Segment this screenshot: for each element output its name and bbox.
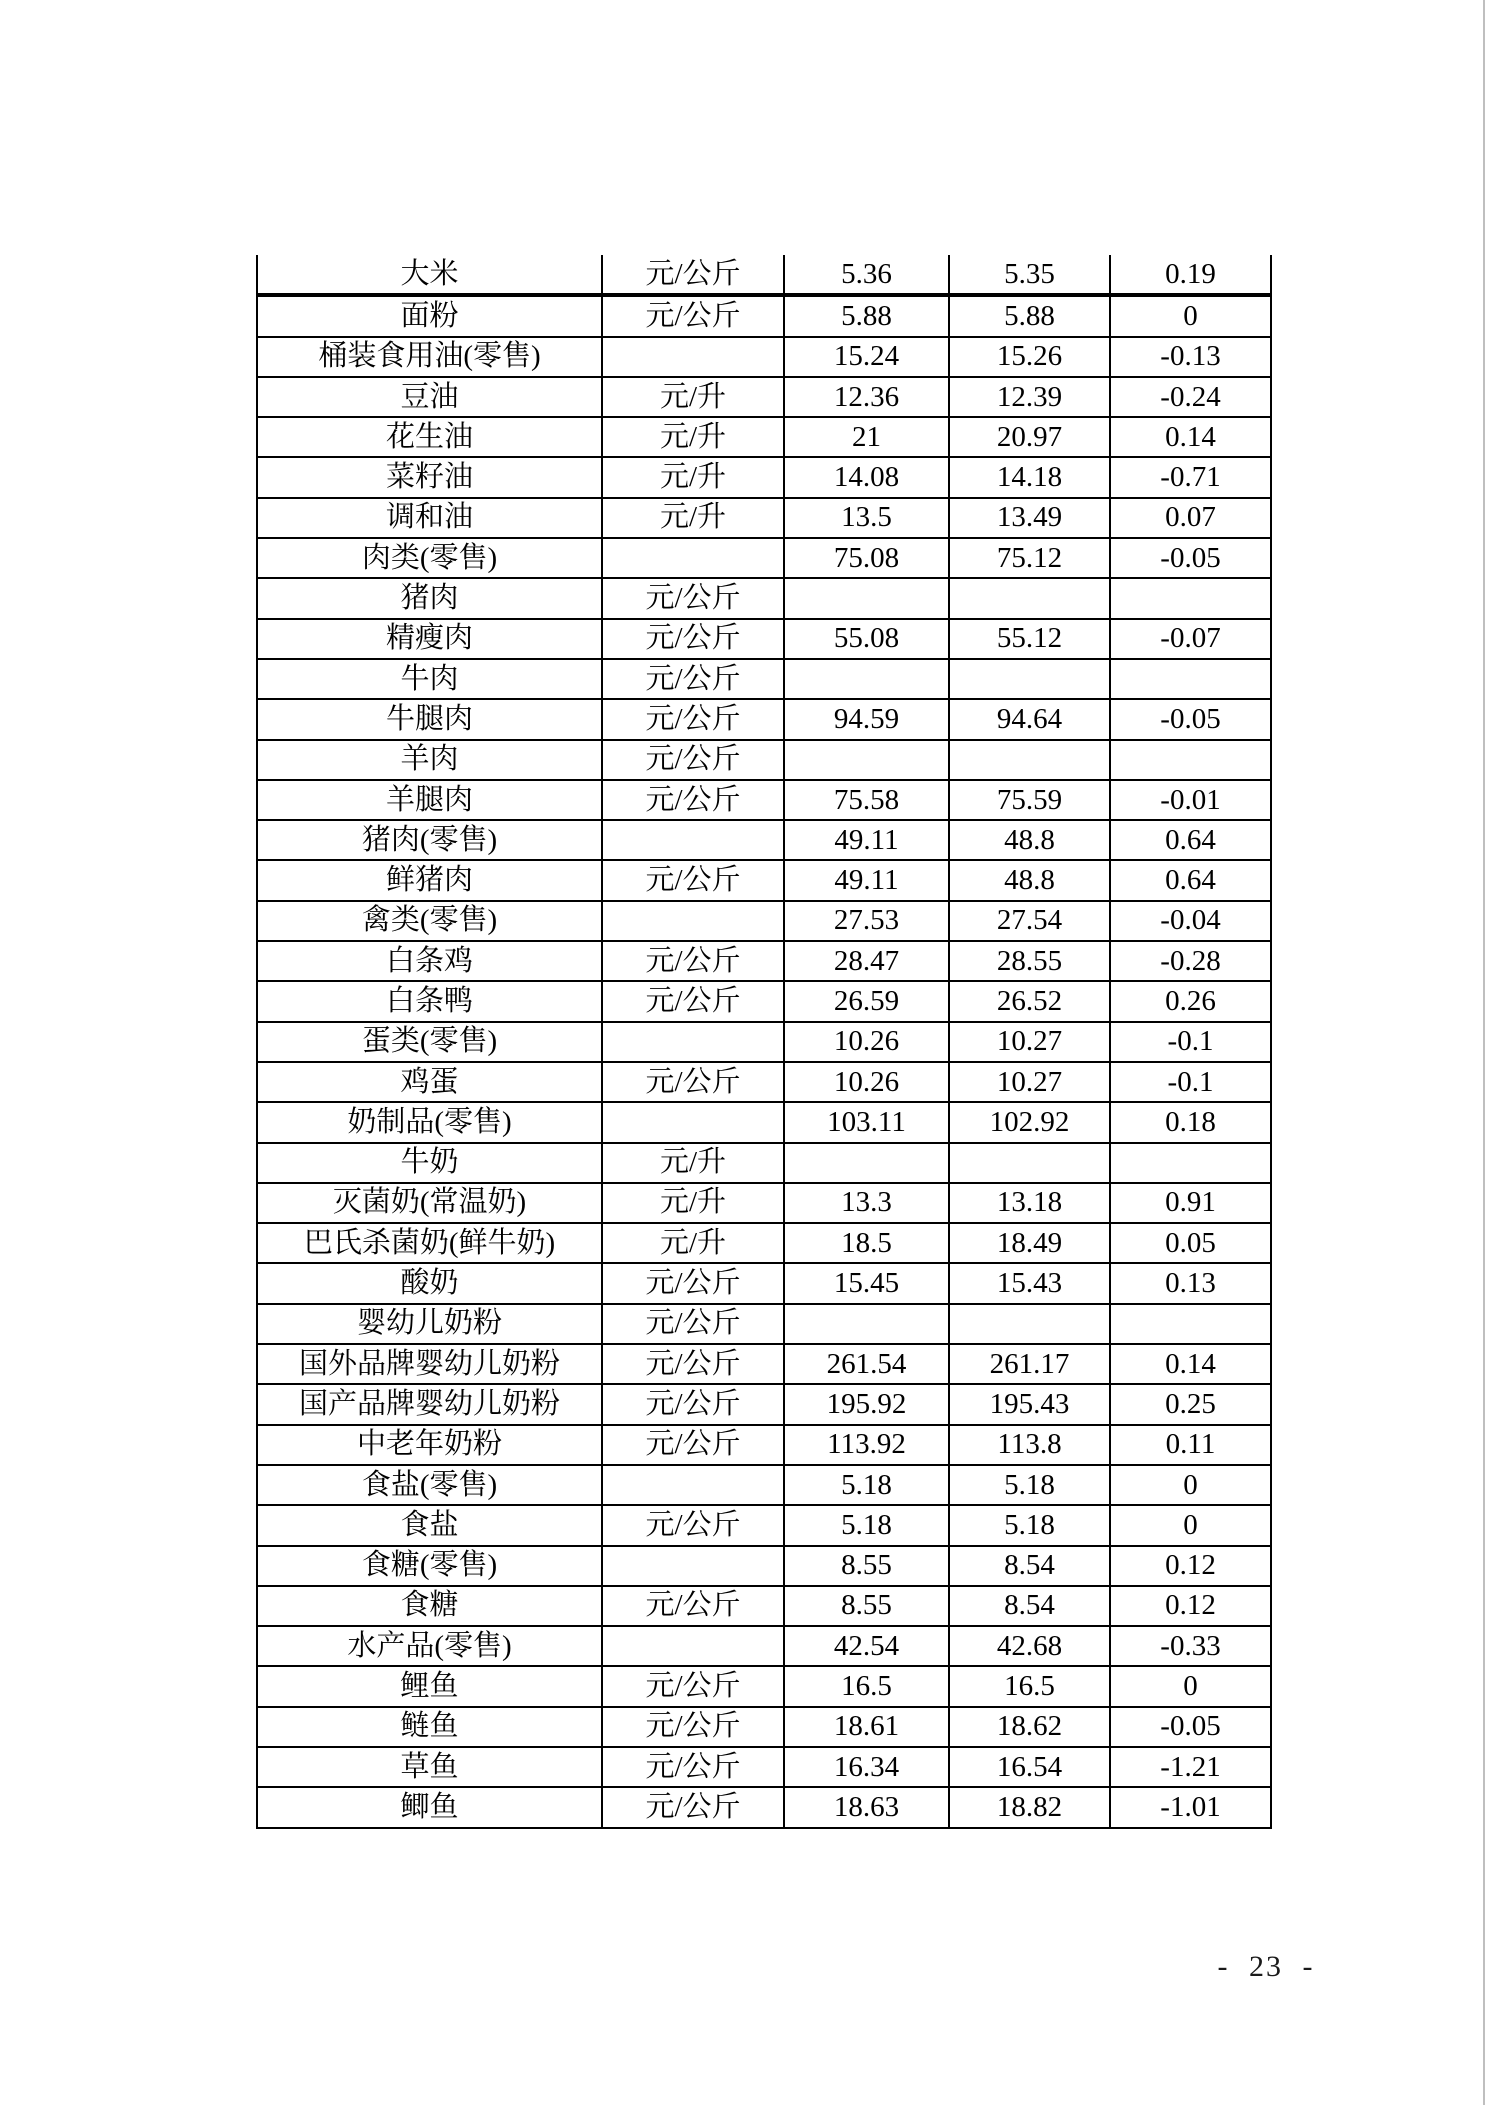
table-row [257,538,1271,578]
change-cell: 0 [1110,1505,1271,1545]
price2-cell: 94.64 [949,699,1110,739]
page-number: - 23 - [1217,1950,1315,1983]
unit-cell: 元/升 [602,1183,784,1223]
change-cell: 0.13 [1110,1263,1271,1303]
unit-cell: 元/公斤 [602,1384,784,1424]
item-name-cell: 猪肉(零售) [257,820,602,860]
change-cell: 0.91 [1110,1183,1271,1223]
change-cell: 0 [1110,1666,1271,1706]
price2-cell: 48.8 [949,860,1110,900]
scan-edge-artifact [1483,0,1485,2105]
change-cell: 0 [1110,1465,1271,1505]
item-name-cell: 食糖 [257,1586,602,1626]
table-row [257,699,1271,739]
table-row [257,1586,1271,1626]
item-name-cell: 国产品牌婴幼儿奶粉 [257,1384,602,1424]
change-cell: 0.18 [1110,1102,1271,1142]
price2-cell: 5.88 [949,295,1110,336]
unit-cell: 元/升 [602,498,784,538]
price-table [256,255,1272,1829]
price1-cell: 13.5 [784,498,949,538]
change-cell: 0.11 [1110,1425,1271,1465]
unit-cell [602,1546,784,1586]
table-row [257,901,1271,941]
table-row [257,1787,1271,1827]
price1-cell: 75.08 [784,538,949,578]
change-cell [1110,578,1271,618]
change-cell [1110,740,1271,780]
item-name-cell: 调和油 [257,498,602,538]
change-cell: 0.19 [1110,255,1271,295]
price1-cell: 27.53 [784,901,949,941]
item-name-cell: 巴氏杀菌奶(鲜牛奶) [257,1223,602,1263]
price2-cell: 16.5 [949,1666,1110,1706]
change-cell: -0.28 [1110,941,1271,981]
change-cell: -0.07 [1110,619,1271,659]
price2-cell: 14.18 [949,457,1110,497]
table-row [257,295,1271,336]
price2-cell: 27.54 [949,901,1110,941]
table-row [257,941,1271,981]
unit-cell [602,1102,784,1142]
unit-cell: 元/公斤 [602,1707,784,1747]
table-row [257,337,1271,377]
item-name-cell: 猪肉 [257,578,602,618]
change-cell: 0.05 [1110,1223,1271,1263]
item-name-cell: 鲤鱼 [257,1666,602,1706]
change-cell [1110,1143,1271,1183]
change-cell: 0.12 [1110,1586,1271,1626]
price1-cell: 195.92 [784,1384,949,1424]
price2-cell: 55.12 [949,619,1110,659]
table-row [257,1707,1271,1747]
change-cell: -0.01 [1110,780,1271,820]
price2-cell: 48.8 [949,820,1110,860]
change-cell: -1.21 [1110,1747,1271,1787]
change-cell: 0.12 [1110,1546,1271,1586]
price2-cell: 18.62 [949,1707,1110,1747]
item-name-cell: 国外品牌婴幼儿奶粉 [257,1344,602,1384]
change-cell: -0.04 [1110,901,1271,941]
item-name-cell: 大米 [257,255,602,295]
item-name-cell: 食盐(零售) [257,1465,602,1505]
table-row [257,860,1271,900]
table-row [257,1546,1271,1586]
item-name-cell: 花生油 [257,417,602,457]
price1-cell: 21 [784,417,949,457]
change-cell [1110,659,1271,699]
price1-cell: 42.54 [784,1626,949,1666]
item-name-cell: 肉类(零售) [257,538,602,578]
price1-cell: 94.59 [784,699,949,739]
price2-cell: 5.35 [949,255,1110,295]
change-cell: -0.24 [1110,377,1271,417]
table-row [257,780,1271,820]
unit-cell [602,820,784,860]
item-name-cell: 奶制品(零售) [257,1102,602,1142]
item-name-cell: 桶装食用油(零售) [257,337,602,377]
table-row [257,457,1271,497]
price2-cell: 15.43 [949,1263,1110,1303]
item-name-cell: 鲫鱼 [257,1787,602,1827]
unit-cell: 元/公斤 [602,1666,784,1706]
unit-cell: 元/公斤 [602,1062,784,1102]
table-row [257,1143,1271,1183]
table-row [257,1223,1271,1263]
table-row [257,1263,1271,1303]
unit-cell: 元/公斤 [602,659,784,699]
price2-cell: 113.8 [949,1425,1110,1465]
table-row [257,1183,1271,1223]
unit-cell: 元/公斤 [602,780,784,820]
table-row [257,1102,1271,1142]
price1-cell: 49.11 [784,860,949,900]
item-name-cell: 食盐 [257,1505,602,1545]
change-cell: 0.26 [1110,981,1271,1021]
change-cell: -0.05 [1110,1707,1271,1747]
item-name-cell: 鲜猪肉 [257,860,602,900]
item-name-cell: 白条鸭 [257,981,602,1021]
item-name-cell: 水产品(零售) [257,1626,602,1666]
unit-cell: 元/公斤 [602,619,784,659]
price1-cell: 75.58 [784,780,949,820]
price2-cell: 18.49 [949,1223,1110,1263]
table-row [257,1344,1271,1384]
price2-cell: 16.54 [949,1747,1110,1787]
price2-cell: 8.54 [949,1586,1110,1626]
price2-cell: 5.18 [949,1505,1110,1545]
price1-cell: 261.54 [784,1344,949,1384]
table-row [257,1022,1271,1062]
price1-cell: 15.24 [784,337,949,377]
price1-cell: 28.47 [784,941,949,981]
price1-cell: 8.55 [784,1586,949,1626]
table-row [257,498,1271,538]
table-row [257,1626,1271,1666]
table-row [257,1505,1271,1545]
table-row [257,417,1271,457]
price1-cell: 10.26 [784,1022,949,1062]
price2-cell [949,740,1110,780]
price1-cell: 113.92 [784,1425,949,1465]
unit-cell: 元/公斤 [602,1586,784,1626]
unit-cell [602,1022,784,1062]
change-cell: 0.14 [1110,1344,1271,1384]
table-row [257,981,1271,1021]
price2-cell: 10.27 [949,1062,1110,1102]
change-cell: 0.25 [1110,1384,1271,1424]
unit-cell: 元/公斤 [602,1263,784,1303]
price2-cell: 102.92 [949,1102,1110,1142]
item-name-cell: 牛肉 [257,659,602,699]
unit-cell [602,538,784,578]
item-name-cell: 精瘦肉 [257,619,602,659]
item-name-cell: 灭菌奶(常温奶) [257,1183,602,1223]
change-cell: -1.01 [1110,1787,1271,1827]
change-cell: -0.1 [1110,1022,1271,1062]
price1-cell: 12.36 [784,377,949,417]
item-name-cell: 中老年奶粉 [257,1425,602,1465]
price1-cell: 5.18 [784,1465,949,1505]
price2-cell: 75.59 [949,780,1110,820]
price2-cell: 13.49 [949,498,1110,538]
table-row [257,1384,1271,1424]
price1-cell [784,1304,949,1344]
unit-cell: 元/公斤 [602,860,784,900]
price1-cell: 16.5 [784,1666,949,1706]
table-row [257,1304,1271,1344]
table-row [257,1666,1271,1706]
price1-cell [784,1143,949,1183]
item-name-cell: 羊腿肉 [257,780,602,820]
price2-cell: 8.54 [949,1546,1110,1586]
price2-cell: 26.52 [949,981,1110,1021]
unit-cell: 元/公斤 [602,255,784,295]
unit-cell: 元/升 [602,1223,784,1263]
change-cell: 0.64 [1110,860,1271,900]
table-row [257,255,1271,295]
item-name-cell: 羊肉 [257,740,602,780]
change-cell: -0.13 [1110,337,1271,377]
table-row [257,619,1271,659]
price2-cell [949,659,1110,699]
price1-cell [784,659,949,699]
unit-cell: 元/公斤 [602,941,784,981]
price1-cell: 18.63 [784,1787,949,1827]
price2-cell: 261.17 [949,1344,1110,1384]
price2-cell [949,1304,1110,1344]
unit-cell: 元/公斤 [602,295,784,336]
unit-cell [602,1626,784,1666]
table-row [257,659,1271,699]
price2-cell: 42.68 [949,1626,1110,1666]
item-name-cell: 菜籽油 [257,457,602,497]
price-table-body [257,255,1271,1828]
price2-cell: 5.18 [949,1465,1110,1505]
change-cell: 0.07 [1110,498,1271,538]
item-name-cell: 婴幼儿奶粉 [257,1304,602,1344]
table-row [257,1465,1271,1505]
price1-cell: 5.36 [784,255,949,295]
unit-cell: 元/公斤 [602,981,784,1021]
price1-cell: 15.45 [784,1263,949,1303]
table-row [257,1747,1271,1787]
item-name-cell: 草鱼 [257,1747,602,1787]
price1-cell [784,578,949,618]
item-name-cell: 面粉 [257,295,602,336]
price1-cell: 10.26 [784,1062,949,1102]
item-name-cell: 牛奶 [257,1143,602,1183]
item-name-cell: 豆油 [257,377,602,417]
change-cell: 0.64 [1110,820,1271,860]
price1-cell: 16.34 [784,1747,949,1787]
change-cell [1110,1304,1271,1344]
price1-cell: 26.59 [784,981,949,1021]
unit-cell: 元/升 [602,377,784,417]
unit-cell: 元/公斤 [602,578,784,618]
change-cell: 0.14 [1110,417,1271,457]
unit-cell: 元/升 [602,1143,784,1183]
item-name-cell: 酸奶 [257,1263,602,1303]
table-row [257,578,1271,618]
price2-cell: 195.43 [949,1384,1110,1424]
change-cell: -0.71 [1110,457,1271,497]
price1-cell: 8.55 [784,1546,949,1586]
table-row [257,377,1271,417]
unit-cell: 元/公斤 [602,740,784,780]
unit-cell [602,901,784,941]
price1-cell: 18.5 [784,1223,949,1263]
price1-cell: 18.61 [784,1707,949,1747]
unit-cell: 元/升 [602,417,784,457]
price2-cell [949,1143,1110,1183]
price2-cell: 15.26 [949,337,1110,377]
item-name-cell: 白条鸡 [257,941,602,981]
change-cell: 0 [1110,295,1271,336]
unit-cell: 元/公斤 [602,1505,784,1545]
item-name-cell: 禽类(零售) [257,901,602,941]
change-cell: -0.1 [1110,1062,1271,1102]
price1-cell [784,740,949,780]
price2-cell: 10.27 [949,1022,1110,1062]
price1-cell: 49.11 [784,820,949,860]
price2-cell: 28.55 [949,941,1110,981]
unit-cell [602,1465,784,1505]
unit-cell: 元/公斤 [602,1787,784,1827]
price2-cell: 75.12 [949,538,1110,578]
change-cell: -0.05 [1110,538,1271,578]
unit-cell: 元/公斤 [602,1344,784,1384]
unit-cell: 元/升 [602,457,784,497]
price2-cell: 18.82 [949,1787,1110,1827]
table-row [257,820,1271,860]
table-row [257,740,1271,780]
price1-cell: 14.08 [784,457,949,497]
price2-cell: 12.39 [949,377,1110,417]
price1-cell: 103.11 [784,1102,949,1142]
item-name-cell: 鲢鱼 [257,1707,602,1747]
item-name-cell: 牛腿肉 [257,699,602,739]
change-cell: -0.33 [1110,1626,1271,1666]
price1-cell: 5.18 [784,1505,949,1545]
price1-cell: 13.3 [784,1183,949,1223]
price2-cell: 20.97 [949,417,1110,457]
item-name-cell: 蛋类(零售) [257,1022,602,1062]
table-row [257,1062,1271,1102]
price1-cell: 55.08 [784,619,949,659]
item-name-cell: 鸡蛋 [257,1062,602,1102]
change-cell: -0.05 [1110,699,1271,739]
table-row [257,1425,1271,1465]
unit-cell: 元/公斤 [602,1304,784,1344]
unit-cell: 元/公斤 [602,1747,784,1787]
price2-cell [949,578,1110,618]
item-name-cell: 食糖(零售) [257,1546,602,1586]
unit-cell: 元/公斤 [602,1425,784,1465]
price2-cell: 13.18 [949,1183,1110,1223]
unit-cell: 元/公斤 [602,699,784,739]
price1-cell: 5.88 [784,295,949,336]
unit-cell [602,337,784,377]
